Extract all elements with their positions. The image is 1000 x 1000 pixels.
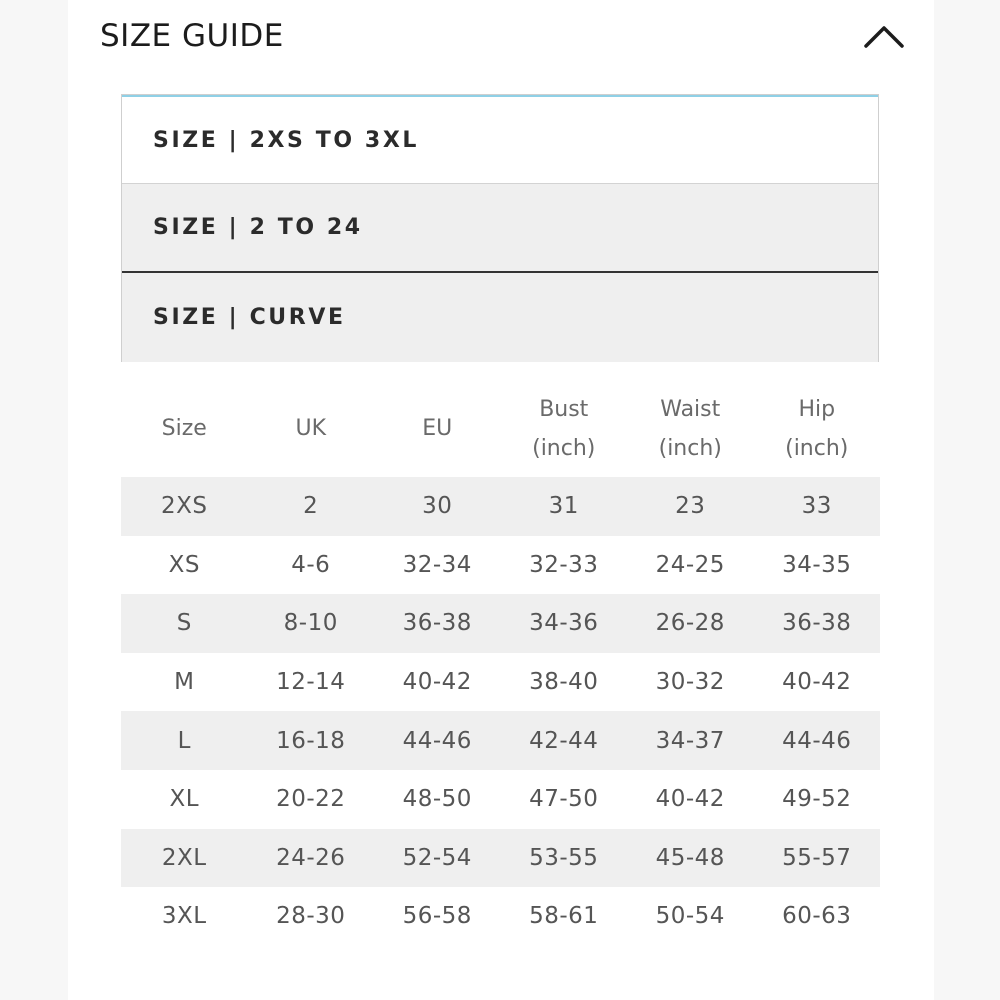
- table-cell: 32-34: [402, 551, 472, 578]
- column-header-eu: [374, 380, 501, 477]
- table-cell: 34-37: [627, 711, 754, 770]
- table-cell: 50-54: [655, 903, 725, 930]
- size-chart-table: [121, 380, 880, 946]
- column-header-label: Bust: [539, 396, 589, 422]
- table-cell: 36-38: [754, 594, 881, 653]
- table-cell: XS: [168, 551, 200, 578]
- table-cell: XL: [169, 786, 200, 813]
- table-row: [121, 711, 880, 770]
- table-cell: L: [121, 711, 248, 770]
- table-cell: S: [121, 594, 248, 653]
- table-header-row: [121, 380, 880, 477]
- table-cell: 32-33: [529, 551, 599, 578]
- size-guide-title: SIZE GUIDE: [100, 18, 284, 54]
- table-cell: 26-28: [627, 594, 754, 653]
- table-cell: 24-25: [655, 551, 725, 578]
- table-cell: 30-32: [655, 669, 725, 696]
- column-header-hip: [754, 380, 881, 477]
- table-cell: 49-52: [782, 786, 852, 813]
- size-guide-header[interactable]: [100, 14, 910, 58]
- column-header-uk: [248, 380, 375, 477]
- table-cell: 2: [248, 477, 375, 536]
- table-cell: 34-36: [501, 594, 628, 653]
- table-cell: 40-42: [782, 669, 852, 696]
- table-cell: 45-48: [627, 829, 754, 888]
- column-header-unit: (inch): [658, 435, 722, 461]
- column-header-label: EU: [422, 416, 453, 441]
- column-header-label: Waist: [660, 396, 721, 422]
- table-row: [121, 770, 880, 829]
- table-row: [121, 536, 880, 595]
- table-cell: 38-40: [529, 669, 599, 696]
- table-cell: 40-42: [402, 669, 472, 696]
- table-cell: 55-57: [754, 829, 881, 888]
- table-cell: 42-44: [501, 711, 628, 770]
- table-cell: 16-18: [248, 711, 375, 770]
- table-cell: 34-35: [782, 551, 852, 578]
- table-cell: 2XL: [121, 829, 248, 888]
- table-cell: 30: [374, 477, 501, 536]
- table-cell: M: [174, 669, 195, 696]
- table-row: [121, 887, 880, 946]
- table-row: [121, 594, 880, 653]
- table-cell: 33: [754, 477, 881, 536]
- column-header-label: Size: [161, 416, 207, 441]
- table-cell: 31: [501, 477, 628, 536]
- tab-2-to-24[interactable]: SIZE | 2 TO 24: [122, 184, 878, 273]
- column-header-unit: (inch): [532, 435, 596, 461]
- column-header-unit: (inch): [785, 435, 849, 461]
- table-cell: 47-50: [529, 786, 599, 813]
- table-cell: 23: [627, 477, 754, 536]
- table-cell: 53-55: [501, 829, 628, 888]
- table-cell: 2XS: [121, 477, 248, 536]
- table-cell: 44-46: [374, 711, 501, 770]
- table-row: [121, 653, 880, 712]
- table-cell: 44-46: [754, 711, 881, 770]
- column-header-label: UK: [295, 416, 327, 441]
- table-cell: 8-10: [248, 594, 375, 653]
- table-cell: 56-58: [402, 903, 472, 930]
- chevron-up-icon: [862, 14, 906, 58]
- collapse-button[interactable]: [862, 14, 906, 58]
- column-header-waist: [627, 380, 754, 477]
- table-cell: 58-61: [529, 903, 599, 930]
- column-header-size: [121, 380, 248, 477]
- table-cell: 40-42: [655, 786, 725, 813]
- table-cell: 48-50: [402, 786, 472, 813]
- tab-curve[interactable]: SIZE | CURVE: [122, 273, 878, 362]
- table-cell: 24-26: [248, 829, 375, 888]
- size-range-tabs: [121, 94, 879, 362]
- table-cell: 28-30: [276, 903, 346, 930]
- tab-2xs-to-3xl[interactable]: SIZE | 2XS TO 3XL: [122, 95, 878, 184]
- table-cell: 4-6: [291, 551, 331, 578]
- table-cell: 12-14: [276, 669, 346, 696]
- column-header-bust: [501, 380, 628, 477]
- table-cell: 3XL: [161, 903, 207, 930]
- column-header-label: Hip: [798, 396, 836, 422]
- table-row: [121, 477, 880, 536]
- table-cell: 60-63: [782, 903, 852, 930]
- table-row: [121, 829, 880, 888]
- table-cell: 52-54: [374, 829, 501, 888]
- table-cell: 36-38: [374, 594, 501, 653]
- table-cell: 20-22: [276, 786, 346, 813]
